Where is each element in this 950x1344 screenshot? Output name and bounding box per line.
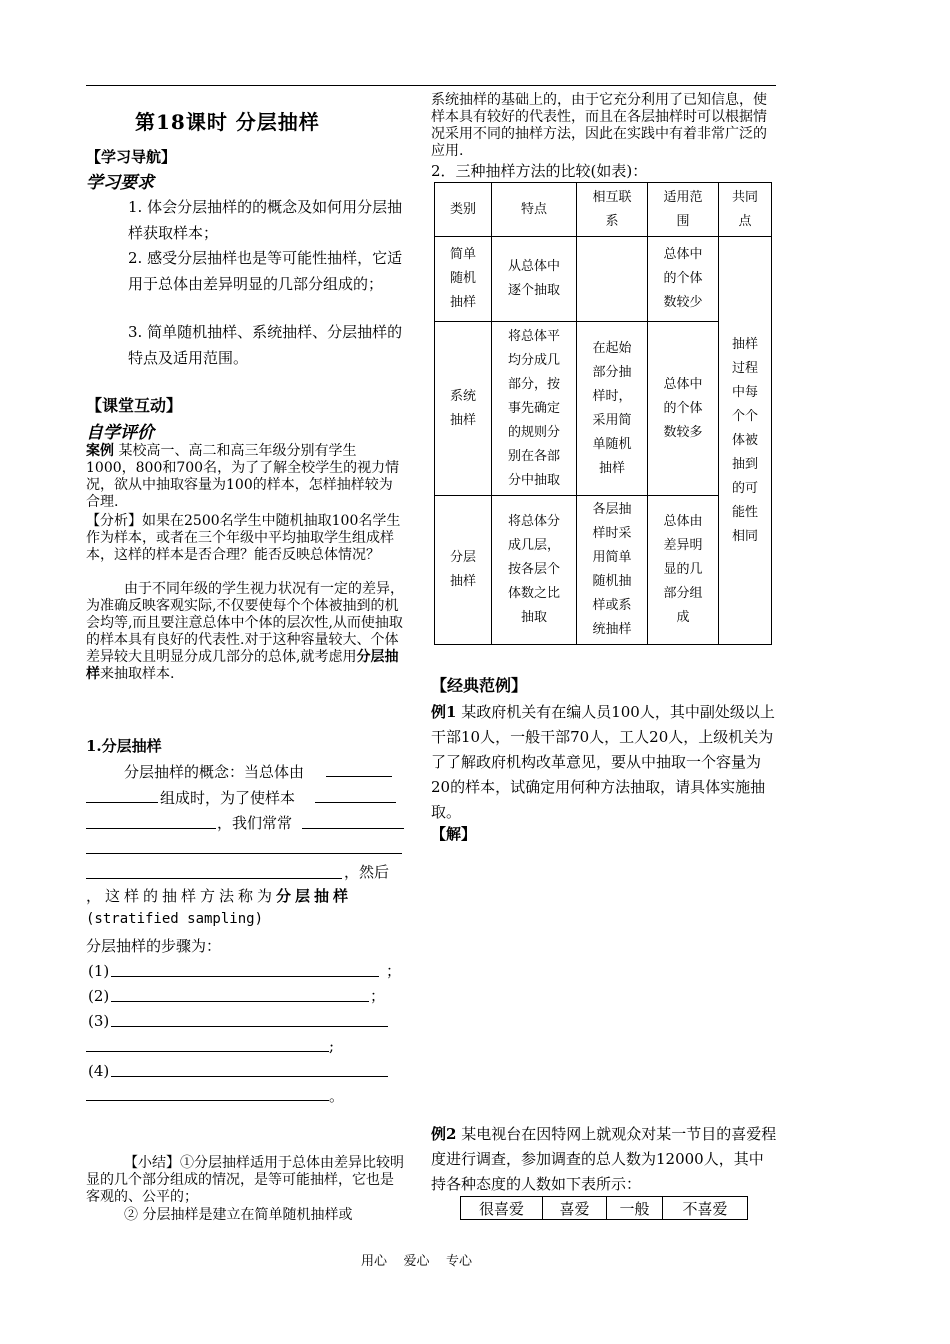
blank-2[interactable] <box>86 802 158 803</box>
cell-rel-3-text: 各层抽样时采用简单随机抽样或系统抽样 <box>592 502 632 637</box>
step-1-label: (1) <box>88 962 110 980</box>
th-category: 类别 <box>435 183 492 237</box>
example-1-text: 某政府机关有在编人员100人，其中副处级以上干部10人，一般干部70人，工人20人，上级机关为了了解政府机构改革意见，要从中抽取一个容量为20的样本，试确定用何种方法抽取，请具体实施抽取。 <box>431 703 775 821</box>
section-2-heading: 2．三种抽样方法的比较(如表)： <box>431 162 648 180</box>
concept-english: (stratified sampling) <box>86 911 264 927</box>
step-3-blank-a[interactable] <box>111 1026 388 1027</box>
cell-feat-3 <box>492 496 577 645</box>
example-1 <box>431 700 777 825</box>
concept-b: 组成时，为了使样本 <box>160 789 296 807</box>
concept-c: ，我们常常 <box>217 814 293 832</box>
step-3-end: ; <box>329 1037 335 1055</box>
case-paragraph <box>86 443 406 511</box>
att-dislike: 不喜爱 <box>663 1197 748 1220</box>
th-scope <box>648 183 719 237</box>
summary-b: ② 分层抽样是建立在简单随机抽样或 <box>124 1207 353 1223</box>
explanation-end: 来抽取样本. <box>100 666 175 682</box>
cell-cat-1 <box>435 237 492 322</box>
cell-cat-1-text: 简单随机抽样 <box>449 247 476 310</box>
page-title: 第18课时 分层抽样 <box>135 110 320 134</box>
concept-lead: 分层抽样的概念：当总体由 <box>124 763 305 781</box>
cell-scope-1-text: 总体中的个体数较少 <box>663 247 703 310</box>
requirements-title: 学习要求 <box>86 173 154 193</box>
blank-6[interactable] <box>86 853 402 854</box>
classic-header: 【经典范例】 <box>431 676 528 695</box>
th-common <box>719 183 772 237</box>
att-like: 喜爱 <box>543 1197 607 1220</box>
cell-scope-1 <box>648 237 719 322</box>
blank-7[interactable] <box>86 878 342 879</box>
att-very-like: 很喜爱 <box>461 1197 543 1220</box>
explanation-paragraph <box>86 581 406 683</box>
steps-label: 分层抽样的步骤为： <box>86 937 222 955</box>
cell-feat-1 <box>492 237 577 322</box>
example-2-label: 例2 <box>431 1125 457 1143</box>
concept-e: ，这样的抽样方法称为 <box>86 887 277 905</box>
cell-cat-3 <box>435 496 492 645</box>
concept-d: ，然后 <box>344 863 390 881</box>
step-2-blank[interactable] <box>111 1001 369 1002</box>
table-header-row <box>435 183 772 237</box>
requirement-3: 3. 简单随机抽样、系统抽样、分层抽样的特点及适用范围。 <box>128 323 403 367</box>
comparison-table <box>434 182 772 645</box>
step-4-blank-b[interactable] <box>86 1100 329 1101</box>
page-footer: 用心 爱心 专心 <box>361 1254 473 1269</box>
step-1-end: ； <box>386 962 402 980</box>
attitude-table <box>460 1196 748 1220</box>
class-header: 【课堂互动】 <box>86 396 183 415</box>
right-continuation: 系统抽样的基础上的，由于它充分利用了已知信息，使样本具有较好的代表性，而且在各层抽样时可以根据情况采用不同的抽样方法，因此在实践中有着非常广泛的应用. <box>431 92 767 159</box>
step-2-label: (2) <box>88 987 110 1005</box>
cell-rel-2-text: 在起始部分抽样时，采用简单随机抽样 <box>592 340 632 476</box>
concept-term: 分层抽样 <box>276 887 353 905</box>
cell-common <box>719 237 772 645</box>
explanation-term: 分层抽样 <box>86 649 399 682</box>
case-text: 某校高一、高二和高三年级分别有学生1000，800和700名，为了了解全校学生的视力情况，欲从中抽取容量为100的样本，怎样抽样较为合理. <box>86 443 400 510</box>
cell-feat-2-text: 将总体平均分成几部分，按事先确定的规则分别在各部分中抽取 <box>507 328 560 488</box>
cell-common-text: 抽样过程中每个个体被抽到的可能性相同 <box>731 336 758 544</box>
example-2-text: 某电视台在因特网上就观众对某一节目的喜爱程度进行调查，参加调查的总人数为12000人，其中持各种态度的人数如下表所示： <box>431 1125 777 1193</box>
step-3-label: (3) <box>88 1012 110 1030</box>
blank-4[interactable] <box>86 828 216 829</box>
table-row <box>461 1197 748 1220</box>
section-1-heading: 1.分层抽样 <box>86 737 162 755</box>
requirement-2: 2. 感受分层抽样也是等可能性抽样，它适用于总体由差异明显的几部分组成的； <box>128 249 403 293</box>
th-feature: 特点 <box>492 183 577 237</box>
th-common-text: 共同点 <box>731 189 758 229</box>
table-row <box>435 237 772 322</box>
explanation-text: 由于不同年级的学生视力状况有一定的差异，为准确反映客观实际,不仅要使每个个体被抽到的机会均等,而且要注意总体中个体的层次性,从而使抽取的样本具有良好的代表性.对于这种容量较大、个体差异较大且明显分成几部分的总体,就考虑用 <box>86 581 404 665</box>
cell-scope-3-text: 总体由差异明显的几部分组成 <box>663 514 703 625</box>
step-3-blank-b[interactable] <box>86 1051 329 1052</box>
summary-a: 【小结】①分层抽样适用于总体由差异比较明显的几个部分组成的情况，是等可能抽样，它也是客观的、公平的； <box>86 1155 404 1205</box>
cell-scope-2 <box>648 322 719 496</box>
cell-rel-2 <box>577 322 648 496</box>
step-4-label: (4) <box>88 1062 110 1080</box>
step-4-blank-a[interactable] <box>111 1076 388 1077</box>
solution-label: 【解】 <box>431 825 477 843</box>
blank-5[interactable] <box>302 828 404 829</box>
example-1-label: 例1 <box>431 703 457 721</box>
cell-feat-3-text: 将总体分成几层，按各层个体数之比抽取 <box>507 514 560 625</box>
case-label: 案例 <box>86 443 114 459</box>
cell-rel-1 <box>577 237 648 322</box>
step-4-end: 。 <box>329 1087 345 1105</box>
att-neutral: 一般 <box>607 1197 663 1220</box>
step-2-end: ； <box>370 987 386 1005</box>
th-relation <box>577 183 648 237</box>
concept-e-line <box>86 886 352 906</box>
blank-1[interactable] <box>326 776 392 777</box>
cell-cat-3-text: 分层抽样 <box>449 550 476 589</box>
cell-feat-1-text: 从总体中逐个抽取 <box>507 259 560 298</box>
cell-cat-2-text: 系统抽样 <box>449 388 476 428</box>
step-1-blank[interactable] <box>111 976 379 977</box>
requirement-1: 1. 体会分层抽样的的概念及如何用分层抽样获取样本； <box>128 198 403 242</box>
guide-header: 【学习导航】 <box>86 148 177 166</box>
example-2 <box>431 1122 777 1197</box>
cell-scope-2-text: 总体中的个体数较多 <box>663 376 703 440</box>
th-relation-text: 相互联系 <box>592 189 632 229</box>
th-scope-text: 适用范围 <box>663 189 703 229</box>
top-rule <box>86 85 776 86</box>
cell-cat-2 <box>435 322 492 496</box>
blank-3[interactable] <box>315 802 396 803</box>
self-eval-title: 自学评价 <box>86 423 154 443</box>
analysis-paragraph: 【分析】如果在2500名学生中随机抽取100名学生作为样本，或者在三个年级中平均抽取学生组成样本，这样的样本是否合理？能否反映总体情况？ <box>86 513 401 563</box>
cell-rel-3 <box>577 496 648 645</box>
cell-scope-3 <box>648 496 719 645</box>
cell-feat-2 <box>492 322 577 496</box>
